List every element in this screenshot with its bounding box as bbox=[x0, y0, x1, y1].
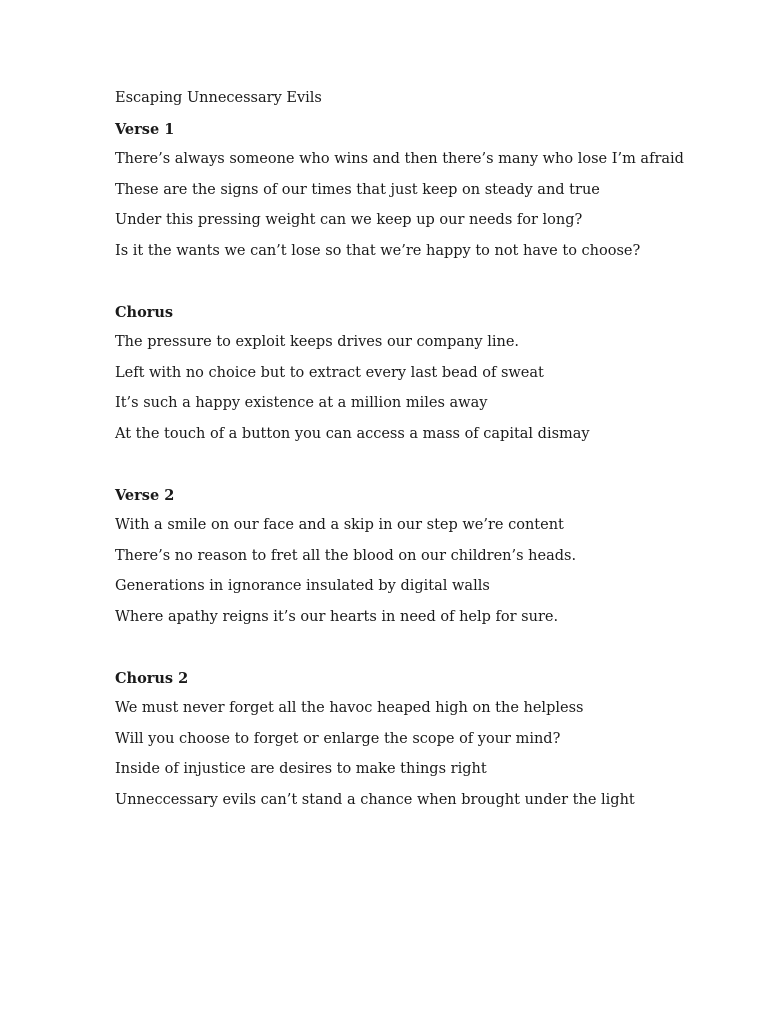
lyric-line: We must never forget all the havoc heaped high on the helpless bbox=[115, 700, 584, 716]
blank-line bbox=[115, 639, 685, 657]
lyric-line: It’s such a happy existence at a million miles away bbox=[115, 395, 488, 411]
lyric-line: Left with no choice but to extract every last bead of sweat bbox=[115, 364, 544, 381]
blank-line bbox=[115, 273, 685, 291]
document-title: Escaping Unnecessary Evils bbox=[115, 90, 322, 106]
section-heading-verse-2: Verse 2 bbox=[115, 486, 175, 504]
blank-line bbox=[115, 456, 685, 474]
lyric-line: Will you choose to forget or enlarge the scope of your mind? bbox=[115, 730, 561, 747]
lyric-line: The pressure to exploit keeps drives our company line. bbox=[115, 334, 520, 350]
lyric-line: There’s always someone who wins and then there’s many who lose I’m afraid bbox=[115, 151, 684, 167]
lyric-line: There’s no reason to fret all the blood on our children’s heads. bbox=[115, 547, 577, 564]
section-heading-verse-1: Verse 1 bbox=[115, 120, 175, 138]
lyric-line: Generations in ignorance insulated by digital walls bbox=[115, 578, 490, 594]
lyric-line: With a smile on our face and a skip in our step we’re content bbox=[115, 517, 564, 533]
lyric-line: Inside of injustice are desires to make things right bbox=[115, 761, 487, 777]
section-heading-chorus-2: Chorus 2 bbox=[115, 669, 189, 687]
lyric-line: Where apathy reigns it’s our hearts in need of help for sure. bbox=[115, 608, 559, 625]
lyric-line: At the touch of a button you can access a mass of capital dismay bbox=[115, 425, 590, 442]
lyric-line: These are the signs of our times that just keep on steady and true bbox=[115, 181, 600, 198]
section-heading-chorus: Chorus bbox=[115, 303, 174, 321]
lyric-line: Unneccessary evils can’t stand a chance when brought under the light bbox=[115, 791, 635, 808]
lyric-line: Is it the wants we can’t lose so that we’re happy to not have to choose? bbox=[115, 242, 641, 259]
lyric-line: Under this pressing weight can we keep up our needs for long? bbox=[115, 212, 583, 228]
